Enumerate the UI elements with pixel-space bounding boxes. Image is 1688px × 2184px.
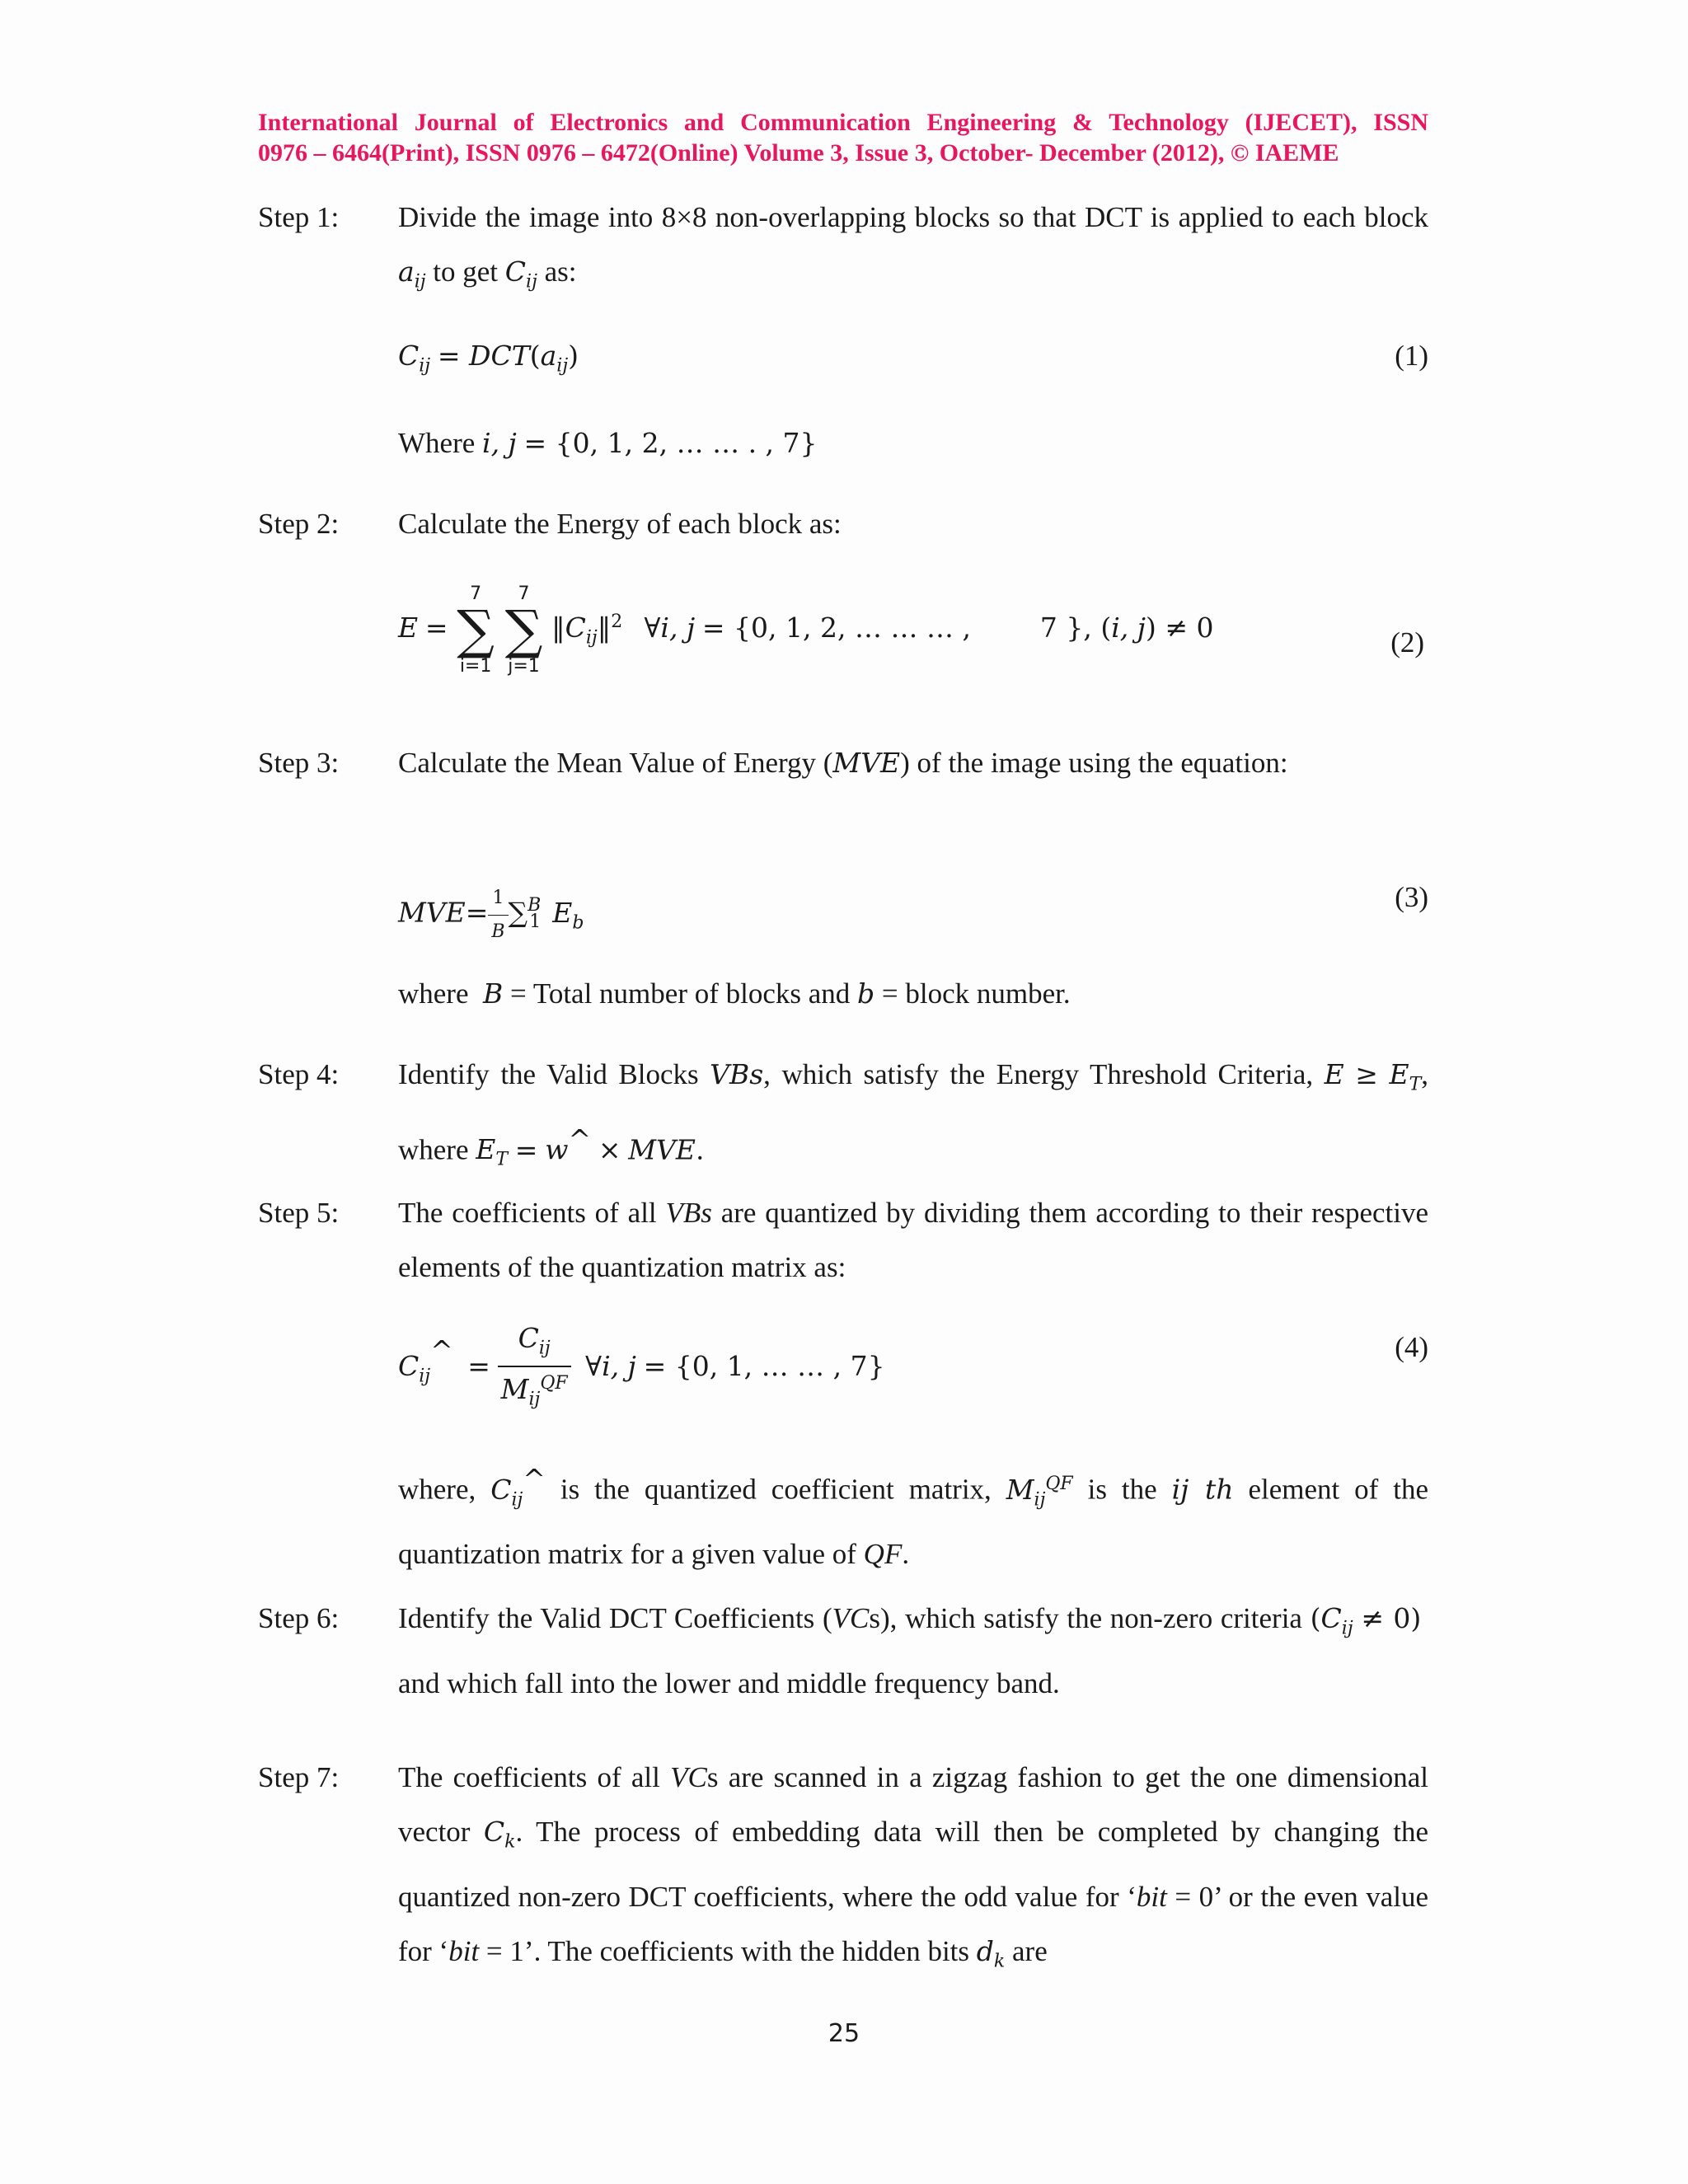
step-4-label: Step 4: bbox=[258, 1058, 340, 1090]
step-4-text: Identify the Valid Blocks VBs, which satisfy the Energy Threshold Criteria, $E \ge E_T$, where $E_T = w^{\^{}}$ × MVE. bbox=[398, 1058, 1429, 1170]
math-c-ij: $C_{ij}$ bbox=[504, 255, 537, 293]
equation-number-3: (3) bbox=[1395, 881, 1428, 913]
step-1-label: Step 1: bbox=[258, 201, 340, 233]
math-a-ij: $a_{ij}$ bbox=[398, 255, 426, 293]
step-3-text: Calculate the Mean Value of Energy (MVE) of the image using the equation: bbox=[398, 747, 1288, 779]
equation-number-1: (1) bbox=[1395, 340, 1428, 372]
step-2-label: Step 2: bbox=[258, 508, 340, 540]
step-7-label: Step 7: bbox=[258, 1761, 340, 1793]
step-5-where: where, $C_{ij}^{\^{}}$ is the quantized coefficient matrix, $M_{ij}^{QF}$ is the ij th element of the quantization matrix for a given value of QF. bbox=[398, 1463, 1428, 1571]
step-7-text: The coefficients of all VCs are scanned in a zigzag fashion to get the one dimensional vector $C_k$. The process of embedding data will then be completed by changing the quantized non-zero DCT coefficients, where the odd value for ‘bit = 0’ or the even value for ‘bit = 1’. The coefficients with the hidden bits $d_k$ are bbox=[398, 1761, 1429, 1972]
equation-number-4: (4) bbox=[1395, 1331, 1428, 1363]
page-number: 25 bbox=[828, 2019, 860, 2048]
equation-4: $C_{ij}^{\^{}}$ = $\frac{C_{ij}}{M_{ij}^{QF}}$ ∀i, j = {0, 1, … … , 7} bbox=[398, 1322, 885, 1410]
step-2-text: Calculate the Energy of each block as: bbox=[398, 508, 842, 540]
step-3-label: Step 3: bbox=[258, 747, 340, 779]
step-3-where: where B = Total number of blocks and b = block number. bbox=[398, 977, 1071, 1010]
equation-number-2: (2) bbox=[1390, 626, 1424, 658]
equation-1: $C_{ij} = DCT(a_{ij})$ bbox=[398, 340, 579, 377]
journal-header bbox=[258, 107, 1428, 168]
header-line-2: 0976 – 6464(Print), ISSN 0976 – 6472(Online) Volume 3, Issue 3, October- December (2012), © IAEME bbox=[258, 139, 1339, 166]
header-line-1: International Journal of Electronics and Communication Engineering & Technology (IJECET), ISSN bbox=[258, 109, 1428, 136]
step-1-where: Where i, j = {0, 1, 2, … … . , 7} bbox=[398, 427, 818, 459]
step-1-text: Divide the image into 8×8 non-overlapping blocks so that DCT is applied to each block $a_{ij}$ to get $C_{ij}$ as: bbox=[398, 201, 1428, 293]
equation-2: E = 7 ∑ i=1 7 ∑ j=1 $‖C_{ij}‖^2$ ∀i, j = {0, 1, 2, … … … , 7 }, (i, j) ≠ 0 bbox=[398, 583, 1214, 677]
step-5-label: Step 5: bbox=[258, 1197, 340, 1229]
step-5-text: The coefficients of all VBs are quantized by dividing them according to their respective elements of the quantization matrix as: bbox=[398, 1197, 1429, 1283]
equation-3: MVE= $\frac{1}{B}$ ∑$^B$1 $E_b$ bbox=[398, 882, 584, 949]
step-6-label: Step 6: bbox=[258, 1602, 340, 1634]
step-6-text: Identify the Valid DCT Coefficients (VCs), which satisfy the non-zero criteria $(C_{ij} \ne 0)$ and which fall into the lower and middle frequency band. bbox=[398, 1602, 1422, 1699]
